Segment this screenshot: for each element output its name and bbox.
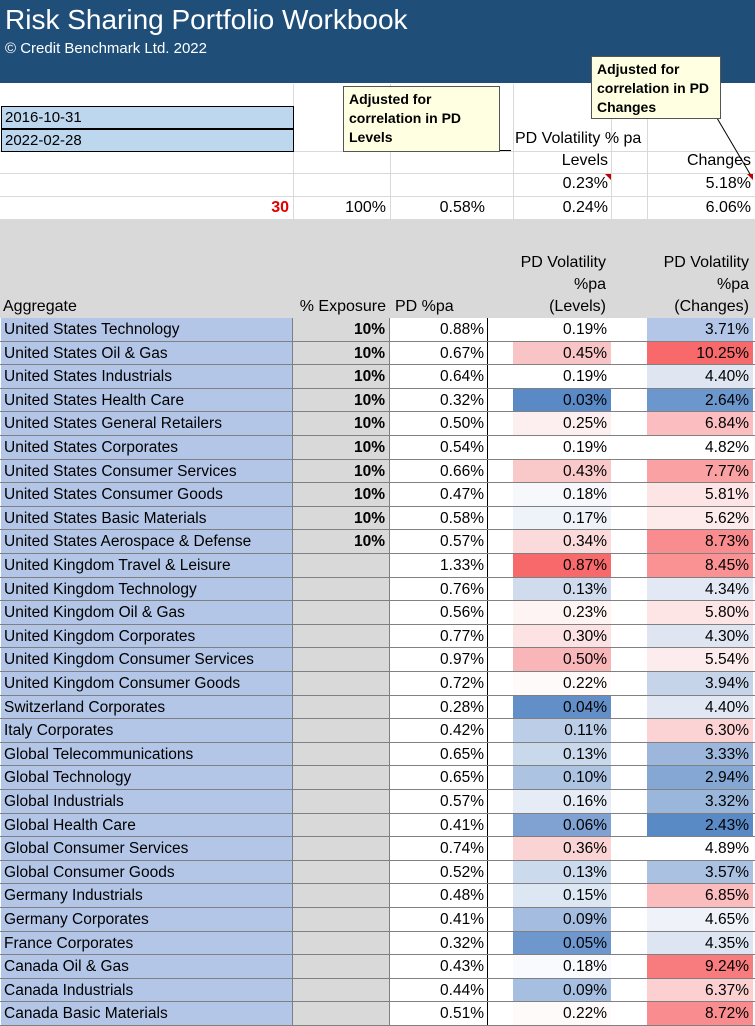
levels-volatility-cell[interactable]: 0.03% xyxy=(513,389,611,413)
column-header-changes xyxy=(647,252,749,318)
changes-volatility-cell[interactable]: 6.30% xyxy=(647,719,753,743)
workbook-title: Risk Sharing Portfolio Workbook xyxy=(5,4,408,35)
aggregate-name-cell[interactable]: United States Consumer Services xyxy=(1,460,293,484)
changes-volatility-cell[interactable]: 3.57% xyxy=(647,861,753,885)
pd-cell[interactable]: 0.43% xyxy=(390,955,488,979)
table-row xyxy=(0,884,755,908)
levels-volatility-cell[interactable]: 0.23% xyxy=(513,601,611,625)
aggregate-name-cell[interactable]: United States General Retailers xyxy=(1,412,293,436)
grid-line xyxy=(0,196,755,197)
aggregate-name-cell[interactable]: United States Oil & Gas xyxy=(1,342,293,366)
aggregate-name-cell[interactable]: Global Consumer Services xyxy=(1,837,293,861)
levels-volatility-cell[interactable]: 0.19% xyxy=(513,436,611,460)
column-header-levels xyxy=(513,252,606,318)
levels-volatility-cell[interactable]: 0.43% xyxy=(513,460,611,484)
adjusted-levels-value[interactable]: 0.23% xyxy=(562,175,608,192)
column-header-aggregate: Aggregate xyxy=(3,298,77,315)
exposure-cell[interactable] xyxy=(293,814,390,838)
exposure-cell[interactable]: 10% xyxy=(293,530,390,554)
exposure-cell[interactable] xyxy=(293,790,390,814)
copyright-text: © Credit Benchmark Ltd. 2022 xyxy=(5,40,207,57)
exposure-cell[interactable] xyxy=(293,578,390,602)
pd-cell[interactable]: 0.54% xyxy=(390,436,488,460)
note-changes[interactable]: Adjusted for correlation in PD Changes xyxy=(591,56,721,119)
pd-cell[interactable]: 0.77% xyxy=(390,625,488,649)
pd-cell[interactable]: 0.48% xyxy=(390,884,488,908)
exposure-cell[interactable]: 10% xyxy=(293,365,390,389)
aggregate-name-cell[interactable]: Germany Corporates xyxy=(1,908,293,932)
table-row xyxy=(0,719,755,743)
pd-cell[interactable]: 0.72% xyxy=(390,672,488,696)
pd-cell[interactable]: 0.32% xyxy=(390,932,488,956)
start-date-cell[interactable]: 2016-10-31 xyxy=(1,106,294,129)
column-header-line: (Changes) xyxy=(674,298,749,315)
changes-volatility-cell[interactable]: 2.64% xyxy=(647,389,753,413)
pd-cell[interactable]: 0.67% xyxy=(390,342,488,366)
column-header-line: PD Volatility xyxy=(520,254,606,271)
exposure-cell[interactable] xyxy=(293,696,390,720)
grid-line xyxy=(0,173,755,174)
exposure-cell[interactable] xyxy=(293,601,390,625)
aggregate-name-cell[interactable]: United States Industrials xyxy=(1,365,293,389)
levels-volatility-cell[interactable]: 0.87% xyxy=(513,554,611,578)
exposure-cell[interactable] xyxy=(293,1002,390,1026)
levels-volatility-cell[interactable]: 0.18% xyxy=(513,955,611,979)
aggregate-name-cell[interactable]: United States Basic Materials xyxy=(1,507,293,531)
aggregate-name-cell[interactable]: United States Health Care xyxy=(1,389,293,413)
changes-volatility-cell[interactable]: 3.71% xyxy=(647,318,753,342)
levels-volatility-cell[interactable]: 0.45% xyxy=(513,342,611,366)
levels-volatility-cell[interactable]: 0.10% xyxy=(513,766,611,790)
changes-volatility-cell[interactable]: 5.62% xyxy=(647,507,753,531)
levels-volatility-cell[interactable]: 0.25% xyxy=(513,412,611,436)
table-row xyxy=(0,648,755,672)
aggregate-name-cell[interactable]: France Corporates xyxy=(1,932,293,956)
aggregate-name-cell[interactable]: Switzerland Corporates xyxy=(1,696,293,720)
aggregate-name-cell[interactable]: United Kingdom Consumer Services xyxy=(1,648,293,672)
aggregate-name-cell[interactable]: Canada Basic Materials xyxy=(1,1002,293,1026)
table-row xyxy=(0,837,755,861)
aggregate-name-cell[interactable]: United Kingdom Consumer Goods xyxy=(1,672,293,696)
levels-volatility-cell[interactable]: 0.22% xyxy=(513,1002,611,1026)
levels-volatility-cell[interactable]: 0.19% xyxy=(513,318,611,342)
exposure-cell[interactable] xyxy=(293,648,390,672)
changes-volatility-cell[interactable]: 4.34% xyxy=(647,578,753,602)
table-row xyxy=(0,483,755,507)
end-date-cell[interactable]: 2022-02-28 xyxy=(1,129,294,152)
column-header-exposure: % Exposure xyxy=(299,298,386,315)
pd-cell[interactable]: 0.28% xyxy=(390,696,488,720)
pd-cell[interactable]: 0.50% xyxy=(390,412,488,436)
table-row xyxy=(0,1002,755,1026)
exposure-cell[interactable] xyxy=(293,861,390,885)
table-row xyxy=(0,601,755,625)
aggregate-name-cell[interactable]: United Kingdom Travel & Leisure xyxy=(1,554,293,578)
changes-volatility-cell[interactable]: 2.94% xyxy=(647,766,753,790)
pd-total[interactable]: 0.58% xyxy=(439,199,485,216)
changes-volatility-cell[interactable]: 8.45% xyxy=(647,554,753,578)
table-row xyxy=(0,436,755,460)
aggregate-name-cell[interactable]: Germany Industrials xyxy=(1,884,293,908)
changes-volatility-cell[interactable]: 3.94% xyxy=(647,672,753,696)
table-row xyxy=(0,861,755,885)
aggregate-name-cell[interactable]: United Kingdom Oil & Gas xyxy=(1,601,293,625)
table-row xyxy=(0,908,755,932)
table-row xyxy=(0,318,755,342)
changes-total[interactable]: 6.06% xyxy=(705,199,751,216)
levels-volatility-cell[interactable]: 0.13% xyxy=(513,578,611,602)
changes-volatility-cell[interactable]: 6.37% xyxy=(647,979,753,1003)
exposure-cell[interactable] xyxy=(293,719,390,743)
table-row xyxy=(0,696,755,720)
pd-cell[interactable]: 0.44% xyxy=(390,979,488,1003)
changes-volatility-cell[interactable]: 8.73% xyxy=(647,530,753,554)
exposure-cell[interactable] xyxy=(293,955,390,979)
changes-volatility-cell[interactable]: 5.80% xyxy=(647,601,753,625)
pd-cell[interactable]: 1.33% xyxy=(390,554,488,578)
levels-volatility-cell[interactable]: 0.18% xyxy=(513,483,611,507)
changes-volatility-cell[interactable]: 6.85% xyxy=(647,884,753,908)
levels-volatility-cell[interactable]: 0.13% xyxy=(513,861,611,885)
table-row xyxy=(0,672,755,696)
levels-volatility-cell[interactable]: 0.30% xyxy=(513,625,611,649)
exposure-cell[interactable] xyxy=(293,672,390,696)
pd-volatility-header: PD Volatility % pa xyxy=(515,130,642,147)
table-row xyxy=(0,743,755,767)
exposure-cell[interactable] xyxy=(293,625,390,649)
table-row xyxy=(0,979,755,1003)
aggregate-name-cell[interactable]: Global Telecommunications xyxy=(1,743,293,767)
pd-cell[interactable]: 0.66% xyxy=(390,460,488,484)
portfolio-count[interactable]: 30 xyxy=(271,199,289,216)
aggregate-name-cell[interactable]: Global Industrials xyxy=(1,790,293,814)
column-header-line: %pa xyxy=(573,276,606,293)
table-row xyxy=(0,625,755,649)
pd-cell[interactable]: 0.65% xyxy=(390,766,488,790)
table-row xyxy=(0,342,755,366)
pd-cell[interactable]: 0.65% xyxy=(390,743,488,767)
changes-volatility-cell[interactable]: 4.89% xyxy=(647,837,753,861)
column-header-line: (Levels) xyxy=(549,298,606,315)
levels-volatility-cell[interactable]: 0.05% xyxy=(513,932,611,956)
changes-volatility-cell[interactable]: 4.30% xyxy=(647,625,753,649)
levels-volatility-cell[interactable]: 0.22% xyxy=(513,672,611,696)
levels-volatility-cell[interactable]: 0.09% xyxy=(513,979,611,1003)
exposure-cell[interactable] xyxy=(293,884,390,908)
levels-volatility-cell[interactable]: 0.19% xyxy=(513,365,611,389)
pd-cell[interactable]: 0.42% xyxy=(390,719,488,743)
changes-volatility-cell[interactable]: 5.81% xyxy=(647,483,753,507)
exposure-cell[interactable]: 10% xyxy=(293,318,390,342)
note-levels[interactable]: Adjusted for correlation in PD Levels xyxy=(343,86,500,152)
changes-volatility-cell[interactable]: 7.77% xyxy=(647,460,753,484)
exposure-cell[interactable] xyxy=(293,932,390,956)
levels-volatility-cell[interactable]: 0.09% xyxy=(513,908,611,932)
pd-cell[interactable]: 0.97% xyxy=(390,648,488,672)
table-row xyxy=(0,766,755,790)
exposure-total[interactable]: 100% xyxy=(345,199,386,216)
aggregate-name-cell[interactable]: United Kingdom Corporates xyxy=(1,625,293,649)
changes-volatility-cell[interactable]: 8.72% xyxy=(647,1002,753,1026)
exposure-cell[interactable]: 10% xyxy=(293,412,390,436)
changes-volatility-cell[interactable]: 4.40% xyxy=(647,365,753,389)
levels-volatility-cell[interactable]: 0.16% xyxy=(513,790,611,814)
levels-volatility-cell[interactable]: 0.13% xyxy=(513,743,611,767)
table-row xyxy=(0,932,755,956)
column-header-line: PD Volatility xyxy=(663,254,749,271)
pd-cell[interactable]: 0.52% xyxy=(390,861,488,885)
changes-volatility-cell[interactable]: 9.24% xyxy=(647,955,753,979)
levels-total[interactable]: 0.24% xyxy=(562,199,608,216)
exposure-cell[interactable]: 10% xyxy=(293,460,390,484)
aggregate-name-cell[interactable]: Canada Oil & Gas xyxy=(1,955,293,979)
pd-cell[interactable]: 0.41% xyxy=(390,908,488,932)
exposure-cell[interactable] xyxy=(293,979,390,1003)
pd-cell[interactable]: 0.76% xyxy=(390,578,488,602)
pd-cell[interactable]: 0.88% xyxy=(390,318,488,342)
changes-label: Changes xyxy=(686,152,751,169)
changes-volatility-cell[interactable]: 4.82% xyxy=(647,436,753,460)
changes-volatility-cell[interactable]: 2.43% xyxy=(647,814,753,838)
pd-cell[interactable]: 0.57% xyxy=(390,790,488,814)
table-row xyxy=(0,412,755,436)
pd-cell[interactable]: 0.41% xyxy=(390,814,488,838)
pd-cell[interactable]: 0.47% xyxy=(390,483,488,507)
pd-cell[interactable]: 0.51% xyxy=(390,1002,488,1026)
aggregate-name-cell[interactable]: United States Consumer Goods xyxy=(1,483,293,507)
changes-volatility-cell[interactable]: 4.65% xyxy=(647,908,753,932)
aggregate-name-cell[interactable]: United States Technology xyxy=(1,318,293,342)
levels-volatility-cell[interactable]: 0.15% xyxy=(513,884,611,908)
exposure-cell[interactable]: 10% xyxy=(293,507,390,531)
aggregate-name-cell[interactable]: United States Corporates xyxy=(1,436,293,460)
levels-volatility-cell[interactable]: 0.04% xyxy=(513,696,611,720)
levels-volatility-cell[interactable]: 0.06% xyxy=(513,814,611,838)
aggregate-name-cell[interactable]: Global Consumer Goods xyxy=(1,861,293,885)
aggregate-name-cell[interactable]: Canada Industrials xyxy=(1,979,293,1003)
exposure-cell[interactable] xyxy=(293,554,390,578)
levels-volatility-cell[interactable]: 0.36% xyxy=(513,837,611,861)
pd-cell[interactable]: 0.56% xyxy=(390,601,488,625)
changes-volatility-cell[interactable]: 6.84% xyxy=(647,412,753,436)
exposure-cell[interactable]: 10% xyxy=(293,342,390,366)
changes-volatility-cell[interactable]: 3.33% xyxy=(647,743,753,767)
aggregate-name-cell[interactable]: Global Health Care xyxy=(1,814,293,838)
pd-cell[interactable]: 0.57% xyxy=(390,530,488,554)
levels-volatility-cell[interactable]: 0.34% xyxy=(513,530,611,554)
table-row xyxy=(0,578,755,602)
aggregate-name-cell[interactable]: United Kingdom Technology xyxy=(1,578,293,602)
pd-cell[interactable]: 0.32% xyxy=(390,389,488,413)
exposure-cell[interactable] xyxy=(293,837,390,861)
exposure-cell[interactable]: 10% xyxy=(293,436,390,460)
exposure-cell[interactable] xyxy=(293,908,390,932)
table-row xyxy=(0,365,755,389)
pd-cell[interactable]: 0.64% xyxy=(390,365,488,389)
aggregate-name-cell[interactable]: Global Technology xyxy=(1,766,293,790)
table-row xyxy=(0,389,755,413)
aggregate-name-cell[interactable]: United States Aerospace & Defense xyxy=(1,530,293,554)
levels-volatility-cell[interactable]: 0.11% xyxy=(513,719,611,743)
changes-volatility-cell[interactable]: 4.40% xyxy=(647,696,753,720)
exposure-cell[interactable] xyxy=(293,743,390,767)
changes-volatility-cell[interactable]: 5.54% xyxy=(647,648,753,672)
column-header-pd: PD %pa xyxy=(395,298,454,315)
table-row xyxy=(0,460,755,484)
changes-volatility-cell[interactable]: 3.32% xyxy=(647,790,753,814)
column-header-line: %pa xyxy=(716,276,749,293)
adjusted-changes-value[interactable]: 5.18% xyxy=(705,175,751,192)
table-row xyxy=(0,530,755,554)
exposure-cell[interactable] xyxy=(293,766,390,790)
pd-cell[interactable]: 0.58% xyxy=(390,507,488,531)
exposure-cell[interactable]: 10% xyxy=(293,483,390,507)
pd-cell[interactable]: 0.74% xyxy=(390,837,488,861)
levels-label: Levels xyxy=(561,152,608,169)
aggregate-name-cell[interactable]: Italy Corporates xyxy=(1,719,293,743)
table-row xyxy=(0,507,755,531)
changes-volatility-cell[interactable]: 4.35% xyxy=(647,932,753,956)
table-row xyxy=(0,814,755,838)
levels-volatility-cell[interactable]: 0.17% xyxy=(513,507,611,531)
levels-volatility-cell[interactable]: 0.50% xyxy=(513,648,611,672)
changes-volatility-cell[interactable]: 10.25% xyxy=(647,342,753,366)
exposure-cell[interactable]: 10% xyxy=(293,389,390,413)
table-row xyxy=(0,554,755,578)
table-row xyxy=(0,790,755,814)
table-row xyxy=(0,955,755,979)
